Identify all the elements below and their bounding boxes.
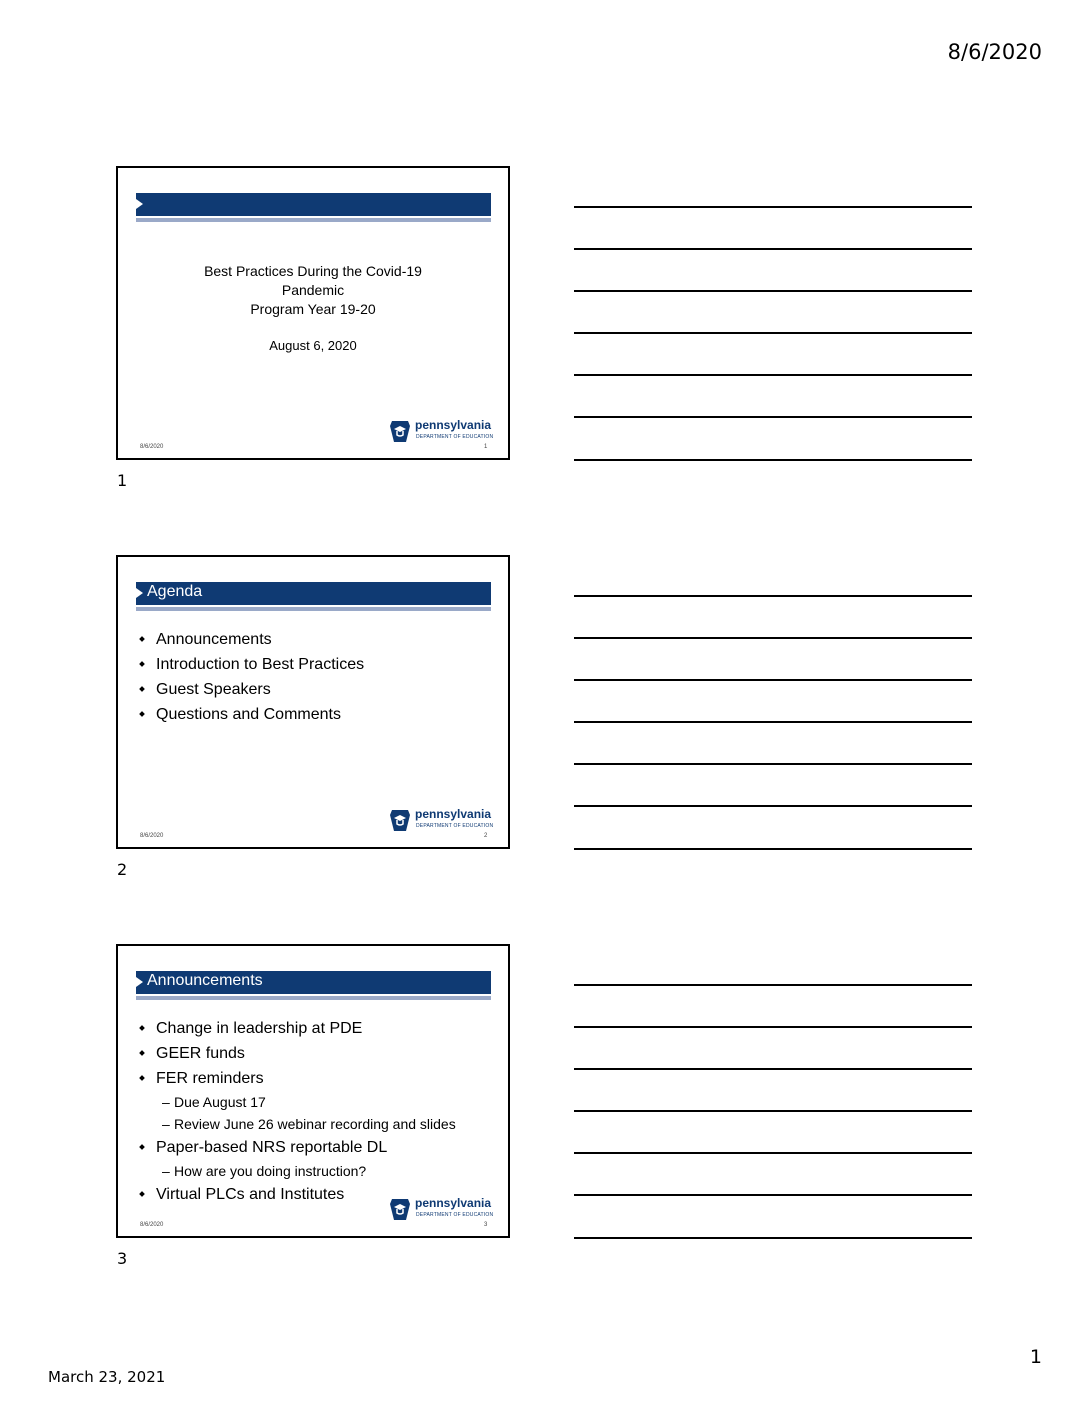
bullet-item: Guest Speakers [138, 677, 364, 702]
bullet-item: GEER funds [138, 1041, 456, 1066]
title-line: Pandemic [281, 282, 345, 298]
slide-footer-number: 2 [484, 833, 488, 839]
slide-block-2 [0, 555, 1088, 895]
title-line: Best Practices During the Covid-19 [204, 263, 422, 279]
presentation-date: August 6, 2020 [269, 338, 357, 353]
note-line [574, 1237, 972, 1239]
keystone-icon [389, 1198, 411, 1222]
note-line [574, 763, 972, 765]
slide-block-3 [0, 944, 1088, 1284]
note-line [574, 374, 972, 376]
logo-tagline: DEPARTMENT OF EDUCATION [416, 1212, 494, 1218]
bullet-item: Change in leadership at PDE [138, 1016, 456, 1041]
note-line [574, 248, 972, 250]
note-line [574, 206, 972, 208]
dash-icon: – [162, 1116, 170, 1132]
slide-footer-date: 8/6/2020 [140, 444, 164, 450]
title-line: Program Year 19-20 [250, 301, 376, 317]
bullet-icon [139, 1025, 145, 1031]
logo-tagline: DEPARTMENT OF EDUCATION [416, 434, 494, 440]
bullet-item: Questions and Comments [138, 702, 364, 727]
bullet-item: Paper-based NRS reportable DL [138, 1135, 456, 1160]
printed-date: March 23, 2021 [48, 1368, 166, 1386]
slide-thumbnail-2 [116, 555, 510, 849]
logo-wordmark: pennsylvania [415, 807, 492, 821]
slide-title-bar [136, 971, 491, 994]
presentation-title [168, 262, 458, 319]
header-date: 8/6/2020 [947, 40, 1042, 64]
arrow-icon [136, 588, 143, 598]
bullet-item: Virtual PLCs and Institutes [138, 1182, 456, 1207]
sub-bullet-item: – Due August 17 [138, 1091, 456, 1113]
bullet-list [138, 627, 364, 727]
slide-thumbnail-1 [116, 166, 510, 460]
arrow-icon [136, 977, 143, 987]
note-line [574, 416, 972, 418]
note-line [574, 459, 972, 461]
logo-wordmark: pennsylvania [415, 1196, 492, 1210]
note-line [574, 805, 972, 807]
slide-title-bar [136, 193, 491, 216]
bullet-icon [139, 711, 145, 717]
note-line [574, 1110, 972, 1112]
note-line [574, 848, 972, 850]
pa-education-logo [389, 807, 493, 833]
sub-bullet-item: – Review June 26 webinar recording and slides [138, 1113, 456, 1135]
slide-footer-date: 8/6/2020 [140, 1222, 164, 1228]
bullet-icon [139, 1075, 145, 1081]
page-number: 1 [1029, 1346, 1042, 1368]
bullet-icon [139, 686, 145, 692]
note-line [574, 1194, 972, 1196]
slide-title-bar [136, 582, 491, 605]
pa-education-logo [389, 1196, 493, 1222]
pa-education-logo [389, 418, 493, 444]
logo-tagline: DEPARTMENT OF EDUCATION [416, 823, 494, 829]
slide-title: Agenda [147, 583, 203, 600]
dash-icon: – [162, 1163, 170, 1179]
accent-line [136, 607, 491, 611]
bullet-item: FER reminders [138, 1066, 456, 1091]
note-line [574, 721, 972, 723]
arrow-icon [136, 199, 143, 209]
slide-footer-number: 1 [484, 444, 488, 450]
note-line [574, 290, 972, 292]
keystone-icon [389, 809, 411, 833]
bullet-icon [139, 636, 145, 642]
note-line [574, 1152, 972, 1154]
slide-title: Announcements [147, 972, 263, 989]
note-line [574, 984, 972, 986]
note-line [574, 1068, 972, 1070]
sub-bullet-item: – How are you doing instruction? [138, 1160, 456, 1182]
slide-number-label: 2 [117, 860, 128, 879]
bullet-icon [139, 1050, 145, 1056]
note-line [574, 679, 972, 681]
slide-number-label: 3 [117, 1249, 128, 1268]
slide-thumbnail-3 [116, 944, 510, 1238]
bullet-icon [139, 1191, 145, 1197]
bullet-item: Introduction to Best Practices [138, 652, 364, 677]
logo-wordmark: pennsylvania [415, 418, 492, 432]
bullet-list [138, 1016, 456, 1207]
keystone-icon [389, 420, 411, 444]
bullet-icon [139, 1144, 145, 1150]
accent-line [136, 996, 491, 1000]
slide-block-1 [0, 166, 1088, 506]
note-line [574, 332, 972, 334]
accent-line [136, 218, 491, 222]
slide-footer-date: 8/6/2020 [140, 833, 164, 839]
slide-number-label: 1 [117, 471, 128, 490]
dash-icon: – [162, 1094, 170, 1110]
note-line [574, 637, 972, 639]
bullet-item: Announcements [138, 627, 364, 652]
note-line [574, 595, 972, 597]
slide-footer-number: 3 [484, 1222, 488, 1228]
note-line [574, 1026, 972, 1028]
bullet-icon [139, 661, 145, 667]
